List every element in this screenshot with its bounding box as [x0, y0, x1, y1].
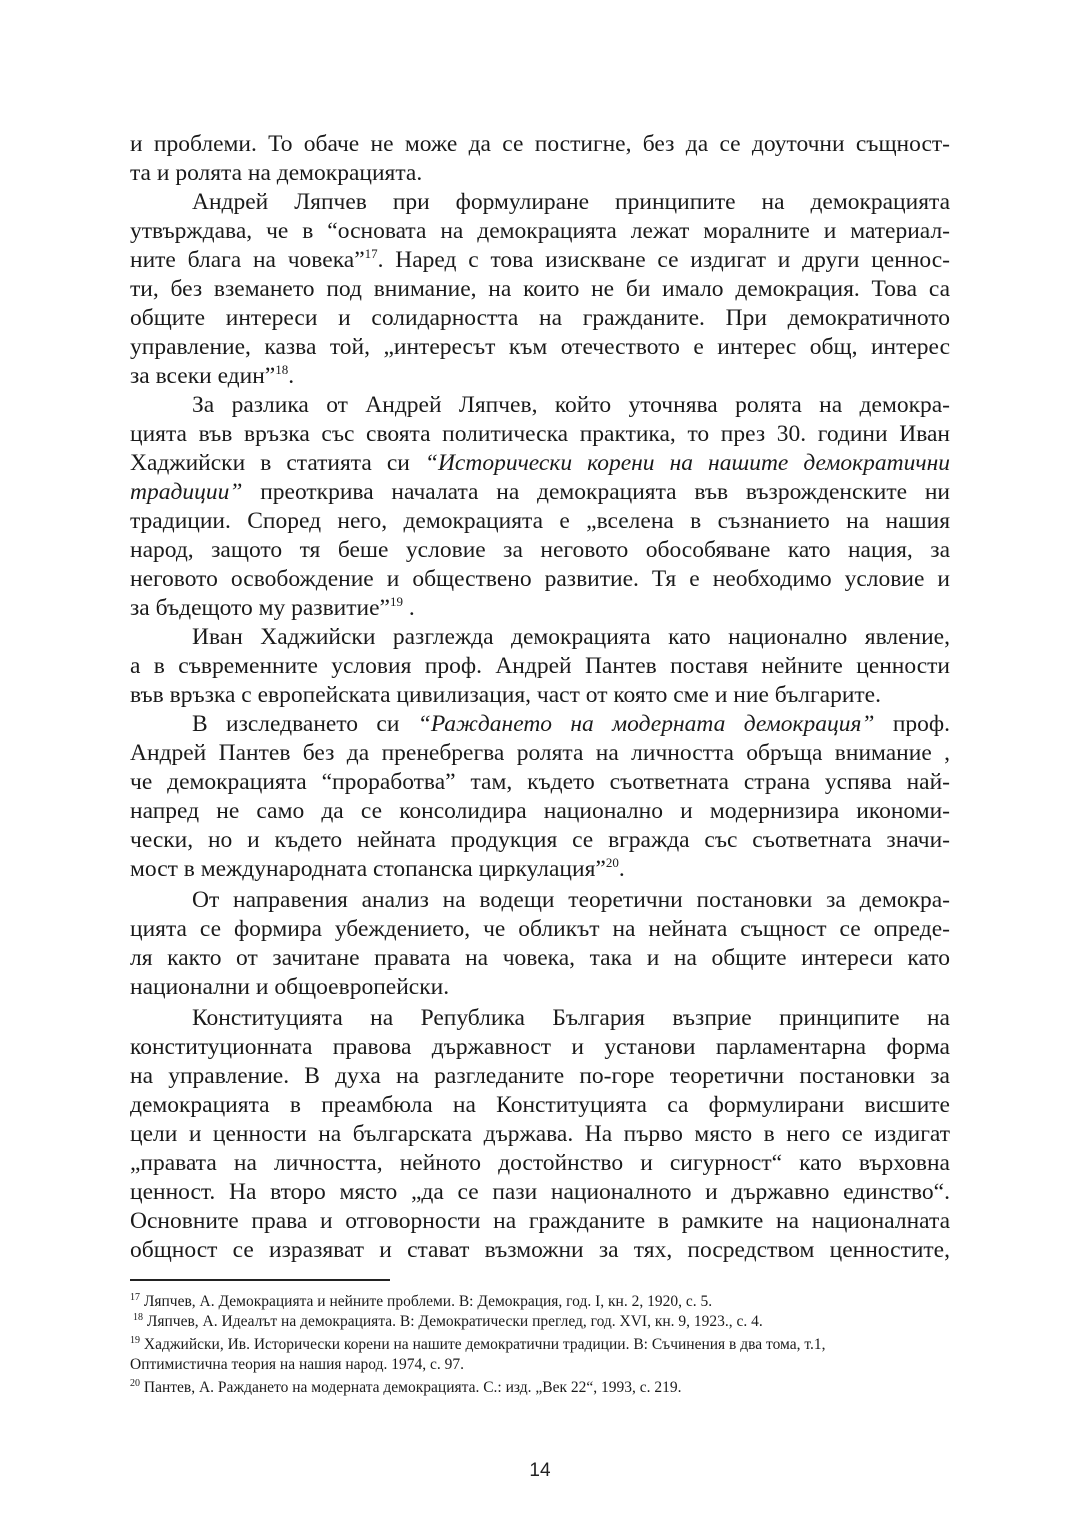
body-line: ценност. На второ място „да се пази националното и държавно единство“.: [130, 1179, 950, 1205]
body-line: та и ролята на демокрацията.: [130, 160, 423, 186]
text-run: за бъдещото му развитие”: [130, 595, 390, 621]
text-run: .: [402, 595, 415, 621]
body-line: [130, 855, 950, 884]
body-line: чески, но и където нейната продукция се вгражда със съответната значи-: [130, 827, 950, 853]
italic-title: традиции”: [130, 479, 243, 505]
body-line: на управление. В духа на разгледаните по-горе теоретични постановки за: [130, 1063, 950, 1089]
body-line: че демокрацията “проработва” там, където съответната страна успява най-: [130, 769, 950, 795]
text-run: ните блага на човека”: [130, 247, 365, 273]
body-line: [130, 710, 950, 739]
italic-title: “Исторически корени на нашите демократични: [424, 450, 950, 476]
text-run: мост в международната стопанска циркулация”: [130, 856, 606, 882]
body-line: За разлика от Андрей Ляпчев, който уточнява ролята на демокра-: [192, 392, 950, 418]
italic-title: “Раждането на модерната демокрация”: [417, 711, 875, 737]
footnote-number: 17: [130, 1291, 140, 1303]
body-line: Андрей Ляпчев при формулиране принципите на демокрацията: [192, 189, 950, 215]
text-run: . Наред с това изискване се издигат и други ценнос-: [377, 247, 950, 273]
footnote-number: 19: [130, 1334, 140, 1346]
body-line: неговото освобождение и обществено развитие. Тя е необходимо условие и: [130, 566, 950, 592]
body-line: „правата на личността, нейното достойнство и сигурност“ като върховна: [130, 1150, 950, 1176]
body-line: утвърждава, че в “основата на демокрацията лежат моралните и материал-: [130, 218, 950, 244]
body-line: и проблеми. То обаче не може да се постигне, без да се доуточни същност-: [130, 131, 950, 157]
body-line: Андрей Пантев без да пренебрегва ролята на личността обръща внимание ,: [130, 740, 950, 766]
body-line: а в съвременните условия проф. Андрей Пантев поставя нейните ценности: [130, 653, 950, 679]
body-line: общност се изразяват и стават възможни за тях, посредством ценностите,: [130, 1237, 950, 1263]
body-line: От направения анализ на водещи теоретични постановки за демокра-: [192, 887, 950, 913]
text-run: за всеки един”: [130, 363, 276, 389]
body-line: във връзка с европейската цивилизация, част от която сме и ние българите.: [130, 682, 881, 708]
footnote: [130, 1292, 952, 1312]
footnote-number: 18: [133, 1311, 143, 1323]
page-number: 14: [529, 1460, 551, 1481]
text-run: .: [618, 856, 625, 882]
footnote: [130, 1335, 952, 1355]
footnote: [130, 1378, 952, 1398]
body-line: цели и ценности на българската държава. На първо място в него се издигат: [130, 1121, 950, 1147]
body-line: [130, 478, 950, 507]
footnote: [133, 1312, 955, 1332]
footnote-text: Хаджийски, Ив. Исторически корени на нашите демократични традиции. В: Съчинения в два тома, т.1,: [140, 1336, 826, 1353]
body-line: ля както от зачитане правата на човека, така и на общите интереси като: [130, 945, 950, 971]
footnote-continuation: Оптимистична теория на нашия народ. 1974, с. 97.: [130, 1356, 464, 1373]
footnote-number: 20: [130, 1377, 140, 1389]
footnote-text: Пантев, А. Раждането на модерната демокрацията. С.: изд. „Век 22“, 1993, с. 219.: [140, 1379, 682, 1396]
body-line: напред не само да се консолидира национално и модернизира икономи-: [130, 798, 950, 824]
body-line: ти, без вземането под внимание, на които не би имало демокрация. Това са: [130, 276, 950, 302]
body-line: Конституцията на Република България възприе принципите на: [192, 1005, 950, 1031]
body-line: традиции. Според него, демокрацията е „вселена в съзнанието на нашия: [130, 508, 950, 534]
body-line: цията се формира убеждението, че обликът на нейната същност се опреде-: [130, 916, 950, 942]
body-line: конституционната правова държавност и установи парламентарна форма: [130, 1034, 950, 1060]
text-run: проф.: [892, 711, 951, 737]
body-line: Иван Хаджийски разглежда демокрацията като национално явление,: [192, 624, 950, 650]
body-line: общите интереси и солидарността на гражданите. При демократичното: [130, 305, 950, 331]
body-line: народ, защото тя беше условие за неговото обособяване като нация, за: [130, 537, 950, 563]
body-line: цията във връзка със своята политическа практика, то през 30. години Иван: [130, 421, 950, 447]
body-line: демокрацията в преамбюла на Конституцията са формулирани висшите: [130, 1092, 950, 1118]
body-line: [130, 362, 950, 391]
body-line: [130, 594, 950, 623]
body-line: Основните права и отговорности на гражданите в рамките на националната: [130, 1208, 950, 1234]
body-line: [130, 449, 950, 478]
body-line: [130, 246, 950, 275]
footnote-text: Ляпчев, А. Идеалът на демокрацията. В: Демократически преглед, год. XVI, кн. 9, 1923., с. 4.: [143, 1313, 763, 1330]
footnote-ref: 18: [275, 362, 289, 378]
text-run: В изследването си: [192, 711, 400, 737]
footnote-ref: 19: [389, 594, 403, 610]
footnote-ref: 17: [364, 246, 378, 262]
text-run: преоткрива началата на демокрацията във възрожденските ни: [260, 479, 951, 505]
text-run: Хаджийски в статията си: [130, 450, 410, 476]
body-line: управление, казва той, „интересът към отечеството е интерес общ, интерес: [130, 334, 950, 360]
body-line: национални и общоевропейски.: [130, 974, 450, 1000]
text-run: .: [288, 363, 295, 389]
footnote-ref: 20: [605, 855, 619, 871]
footnote-text: Ляпчев, А. Демокрацията и нейните проблеми. В: Демокрация, год. I, кн. 2, 1920, с. 5.: [140, 1293, 713, 1310]
footnote-separator: [130, 1279, 390, 1281]
